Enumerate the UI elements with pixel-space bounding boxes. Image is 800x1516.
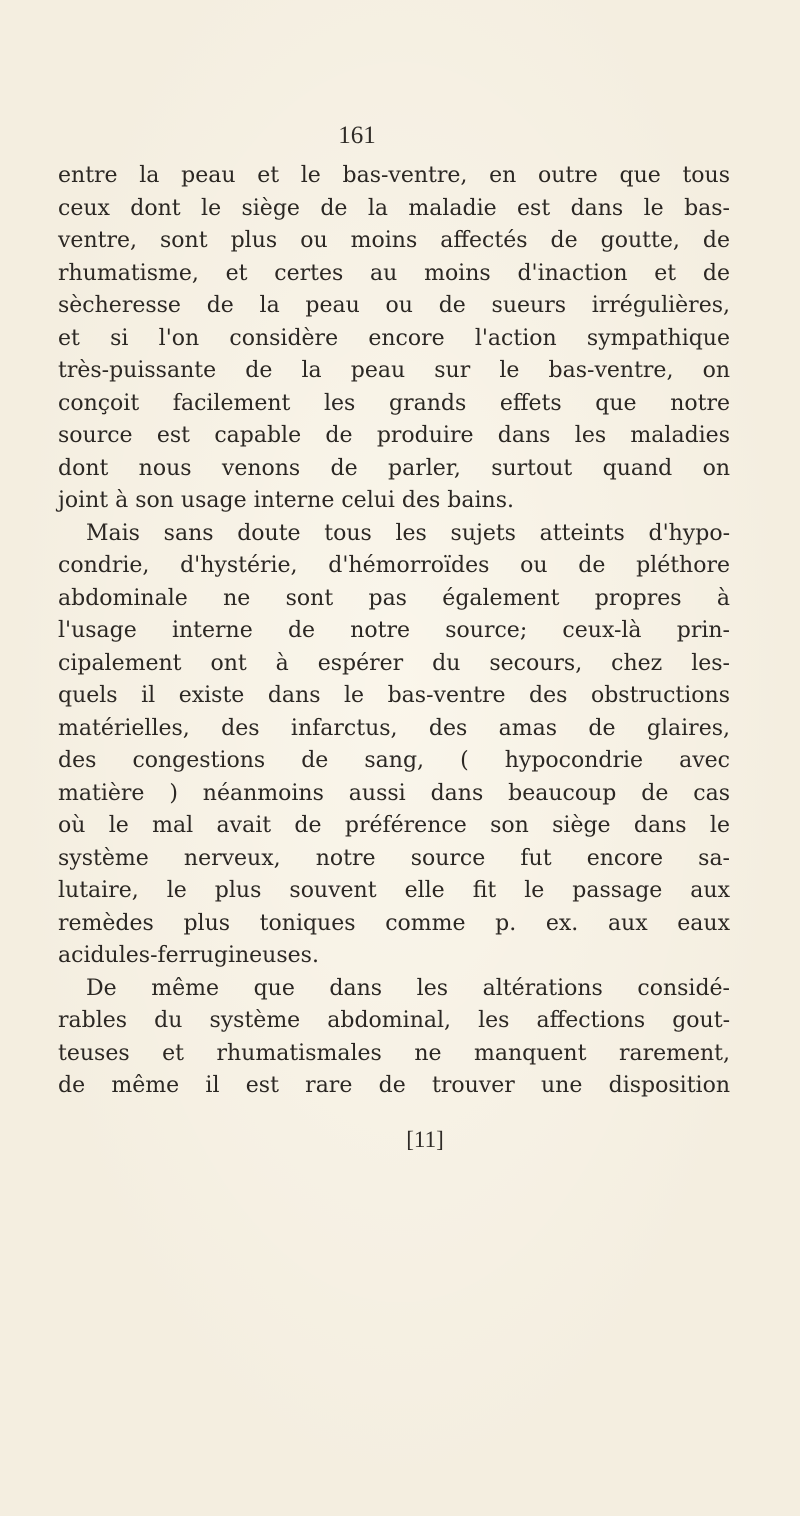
text-line: matière ) néanmoins aussi dans beaucoup de cas bbox=[58, 780, 730, 806]
text-line: rables du système abdominal, les affections gout- bbox=[58, 1008, 730, 1033]
body-text bbox=[58, 160, 730, 1103]
text-line: conçoit facilement les grands effets que notre bbox=[58, 390, 730, 416]
text-line: De même que dans les altérations considé- bbox=[86, 975, 730, 1001]
text-line: lutaire, le plus souvent elle fit le passage aux bbox=[58, 878, 730, 903]
text-line: et si l'on considère encore l'action sympathique bbox=[58, 325, 730, 351]
text-line: joint à son usage interne celui des bains. bbox=[58, 488, 514, 513]
text-line: acidules-ferrugineuses. bbox=[58, 943, 319, 968]
signature-mark: [11] bbox=[406, 1127, 444, 1152]
text-line: source est capable de produire dans les maladies bbox=[58, 423, 730, 448]
text-line: très-puissante de la peau sur le bas-ventre, on bbox=[58, 358, 730, 383]
text-line: ventre, sont plus ou moins affectés de goutte, de bbox=[58, 228, 730, 253]
text-line: Mais sans doute tous les sujets atteints d'hypo- bbox=[86, 520, 730, 546]
text-line: dont nous venons de parler, surtout quand on bbox=[58, 455, 730, 481]
page-number: 161 bbox=[338, 122, 376, 149]
text-line: sècheresse de la peau ou de sueurs irrégulières, bbox=[58, 293, 730, 318]
text-line: système nerveux, notre source fut encore sa- bbox=[58, 845, 730, 871]
text-line: rhumatisme, et certes au moins d'inaction et de bbox=[58, 260, 730, 286]
text-line: condrie, d'hystérie, d'hémorroïdes ou de pléthore bbox=[58, 553, 730, 578]
text-line: ceux dont le siège de la maladie est dans le bas- bbox=[58, 195, 730, 221]
text-line: l'usage interne de notre source; ceux-là prin- bbox=[58, 618, 730, 643]
text-line: cipalement ont à espérer du secours, chez les- bbox=[58, 650, 730, 676]
text-line: entre la peau et le bas-ventre, en outre que tous bbox=[58, 163, 730, 188]
text-line: de même il est rare de trouver une disposition bbox=[58, 1073, 730, 1098]
text-line: remèdes plus toniques comme p. ex. aux eaux bbox=[58, 910, 730, 936]
text-line: abdominale ne sont pas également propres à bbox=[58, 585, 730, 611]
text-line: teuses et rhumatismales ne manquent rarement, bbox=[58, 1040, 730, 1066]
text-line: des congestions de sang, ( hypocondrie avec bbox=[58, 748, 730, 773]
text-line: où le mal avait de préférence son siège dans le bbox=[58, 813, 730, 838]
text-line: matérielles, des infarctus, des amas de glaires, bbox=[58, 715, 730, 741]
text-line: quels il existe dans le bas-ventre des obstructions bbox=[58, 683, 730, 708]
